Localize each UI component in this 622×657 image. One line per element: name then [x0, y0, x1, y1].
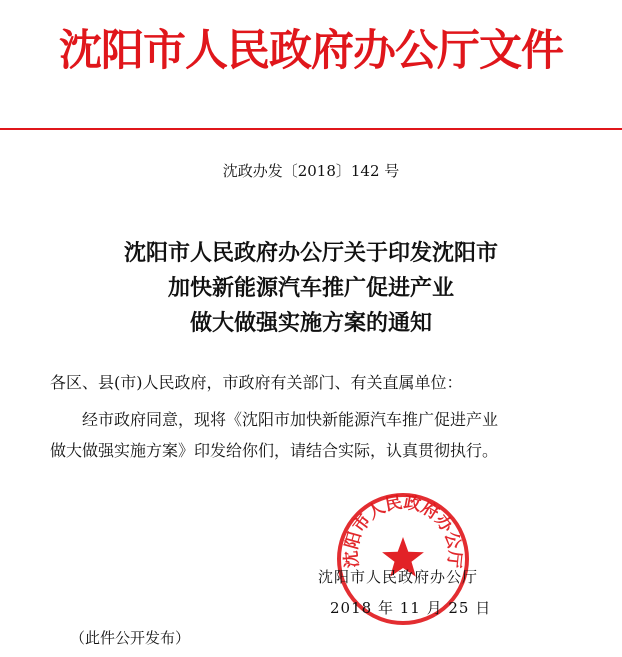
body-line-1: 经市政府同意，现将《沈阳市加快新能源汽车推广促进产业: [82, 410, 499, 429]
seal-text: 沈阳市人民政府办公厅: [341, 492, 465, 569]
title-line-2: 加快新能源汽车推广促进产业: [167, 276, 454, 301]
title-line-3: 做大做强实施方案的通知: [189, 311, 432, 336]
title-line-1: 沈阳市人民政府办公厅关于印发沈阳市: [123, 241, 498, 266]
issuer-name: 沈阳市人民政府办公厅: [318, 568, 479, 586]
document-masthead: 沈阳市人民政府办公厅文件: [59, 26, 563, 76]
red-divider-line: [0, 128, 622, 130]
publication-note: （此件公开发布）: [70, 629, 191, 647]
document-title: [0, 236, 622, 341]
document-number: 沈政办发〔2018〕142 号: [222, 162, 400, 180]
body-paragraph: [50, 404, 590, 466]
addressee-line: 各区、县(市)人民政府，市政府有关部门、有关直属单位：: [50, 373, 463, 392]
body-line-2: 做大做强实施方案》印发给你们，请结合实际，认真贯彻执行。: [50, 441, 499, 460]
issue-date: 2018 年 11 月 25 日: [330, 599, 492, 617]
